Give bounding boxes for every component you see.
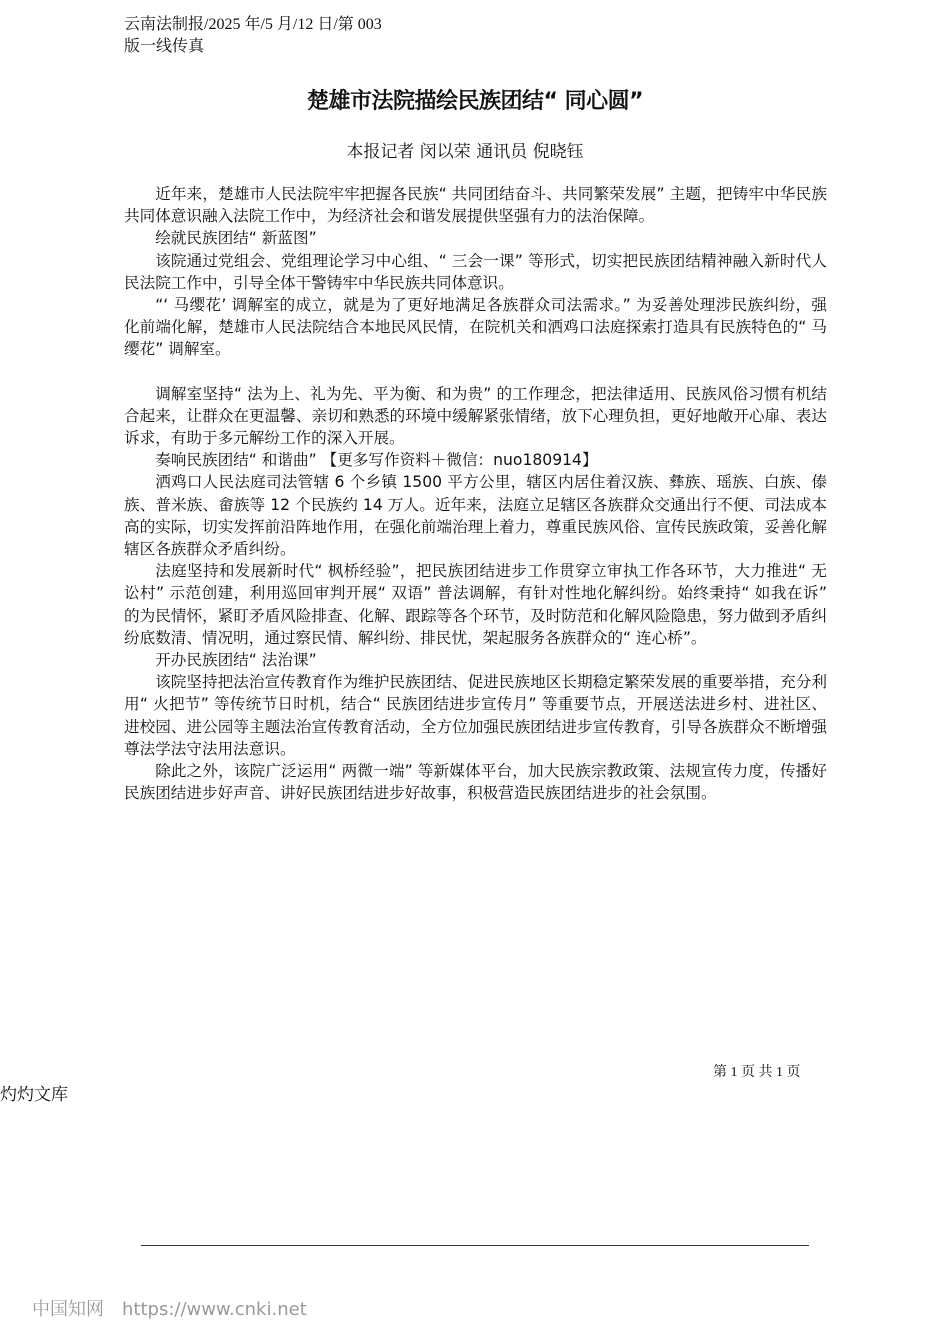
article-body	[124, 183, 827, 804]
paragraph: 除此之外，该院广泛运用“ 两微一端” 等新媒体平台，加大民族宗教政策、法规宣传力度，传播好民族团结进步好声音、讲好民族团结进步好故事，积极营造民族团结进步的社会氛围。	[124, 762, 827, 803]
paragraph: 该院通过党组会、党组理论学习中心组、“ 三会一课” 等形式，切实把民族团结精神融入新时代人民法院工作中，引导全体干警铸牢中华民族共同体意识。	[124, 251, 827, 292]
footer-divider	[141, 1245, 809, 1246]
paragraph: 近年来，楚雄市人民法院牢牢把握各民族“ 共同团结奋斗、共同繁荣发展” 主题，把铸牢中华民族共同体意识融入法院工作中，为经济社会和谐发展提供坚强有力的法治保障。	[124, 185, 827, 226]
paragraph: 法庭坚持和发展新时代“ 枫桥经验”，把民族团结进步工作贯穿立审执工作各环节，大力推进“ 无讼村” 示范创建，利用巡回审判开展“ 双语” 普法调解，有针对性地化解纠纷。始终秉持“ 如我在诉” 的为民情怀，紧盯矛盾风险排查、化解、跟踪等各个环节，及时防范和化解风险隐患，努力做到矛盾纠纷底数清、情况明，通过察民情、解纠纷、排民忧，架起服务各族群众的“ 连心桥”。	[124, 562, 827, 647]
article-title: 楚雄市法院描绘民族团结“ 同心圆”	[306, 89, 644, 114]
source-info	[124, 14, 424, 58]
article-byline: 本报记者 闵以荣 通讯员 倪晓钰	[346, 142, 584, 162]
paragraph: “‘ 马缨花’ 调解室的成立，就是为了更好地满足各族群众司法需求。” 为妥善处理涉民族纠纷，强化前端化解，楚雄市人民法院结合本地民风民情，在院机关和洒鸡口法庭探索打造具有民族特色的“ 马缨花” 调解室。	[124, 296, 827, 359]
paragraph: 调解室坚持“ 法为上、礼为先、平为衡、和为贵” 的工作理念，把法律适用、民族风俗习惯有机结合起来，让群众在更温馨、亲切和熟悉的环境中缓解紧张情绪，放下心理负担，更好地敞开心扉、表达诉求，有助于多元解纷工作的深入开展。	[124, 384, 827, 448]
cnki-url[interactable]: https://www.cnki.net	[122, 1299, 307, 1320]
section-heading: 开办民族团结“ 法治课”	[155, 651, 317, 670]
library-watermark: 灼灼文库	[0, 1085, 68, 1105]
section-heading: 绘就民族团结“ 新蓝图”	[155, 229, 317, 248]
section-heading: 奏响民族团结“ 和谐曲” 【更多写作资料＋微信：nuo180914】	[155, 451, 598, 470]
source-line-1: 云南法制报/2025 年/5 月/12 日/第 003	[124, 16, 382, 33]
paragraph: 该院坚持把法治宣传教育作为维护民族团结、促进民族地区长期稳定繁荣发展的重要举措，充分利用“ 火把节” 等传统节日时机，结合“ 民族团结进步宣传月” 等重要节点，开展送法进乡村、进社区、进校园、进公园等主题法治宣传教育活动，全方位加强民族团结进步宣传教育，引导各族群众不断增强尊法学法守法用法意识。	[124, 673, 827, 758]
source-line-2: 版一线传真	[124, 38, 205, 55]
paragraph: 洒鸡口人民法庭司法管辖 6 个乡镇 1500 平方公里，辖区内居住着汉族、彝族、瑶族、白族、傣族、普米族、畲族等 12 个民族约 14 万人。近年来，法庭立足辖区各族群众交通出行不便、司法成本高的实际，切实发挥前沿阵地作用，在强化前端治理上着力，尊重民族风俗、宣传民族政策，妥善化解辖区各族群众矛盾纠纷。	[124, 473, 827, 559]
page-number: 第 1 页 共 1 页	[713, 1065, 801, 1080]
cnki-name: 中国知网	[32, 1299, 104, 1320]
cnki-footer	[32, 1295, 325, 1321]
